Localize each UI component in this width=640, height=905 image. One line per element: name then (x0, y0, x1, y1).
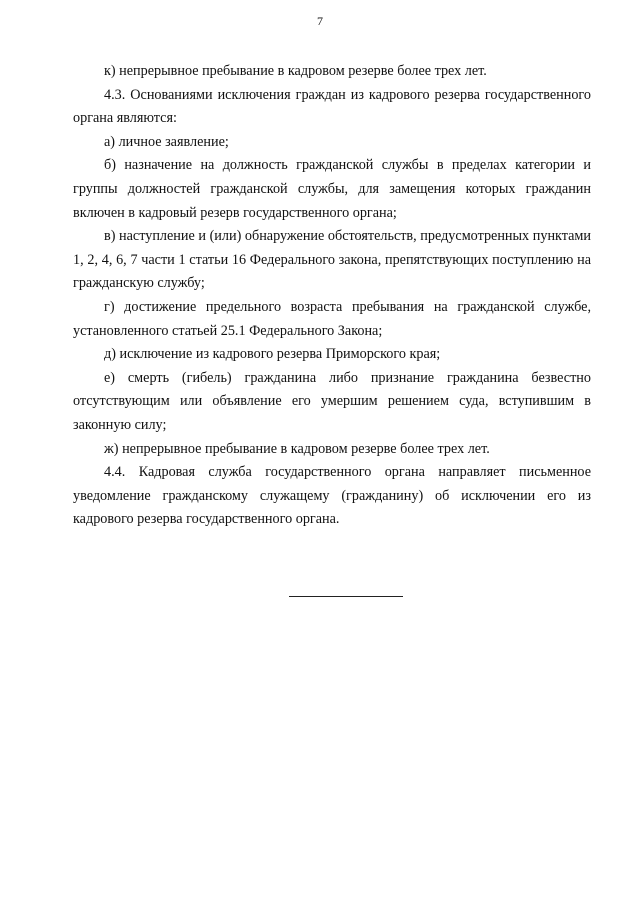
paragraph-k: к) непрерывное пребывание в кадровом резерве более трех лет. (104, 63, 487, 79)
paragraph-d: д) исключение из кадрового резерва Приморского края; (104, 346, 441, 363)
closing-divider-line (289, 596, 403, 597)
paragraph-zh: ж) непрерывное пребывание в кадровом резерве более трех лет. (104, 440, 490, 457)
paragraph-4-3: 4.3. Основаниями исключения граждан из кадрового резерва государственного органа являются: (73, 86, 591, 127)
document-body (73, 60, 591, 532)
paragraph-e: е) смерть (гибель) гражданина либо признание гражданина безвестно отсутствующим или объявление его умершим решением суда, вступившим в законную силу; (73, 369, 591, 433)
paragraph-b: б) назначение на должность гражданской службы в пределах категории и группы должностей гражданской службы, для замещения которых гражданин включен в кадровый резерв государственного органа; (73, 157, 591, 221)
page-number: 7 (317, 14, 323, 28)
paragraph-4-4: 4.4. Кадровая служба государственного органа направляет письменное уведомление гражданскому служащему (гражданину) об исключении его из кадрового резерва государственного органа. (73, 464, 591, 528)
paragraph-g: г) достижение предельного возраста пребывания на гражданской службе, установленного статьей 25.1 Федерального Закона; (73, 298, 591, 339)
paragraph-a: а) личное заявление; (104, 133, 229, 150)
paragraph-v: в) наступление и (или) обнаружение обстоятельств, предусмотренных пунктами 1, 2, 4, 6, 7 части 1 статьи 16 Федерального закона, препятствующих поступлению на гражданскую службу; (73, 228, 591, 292)
